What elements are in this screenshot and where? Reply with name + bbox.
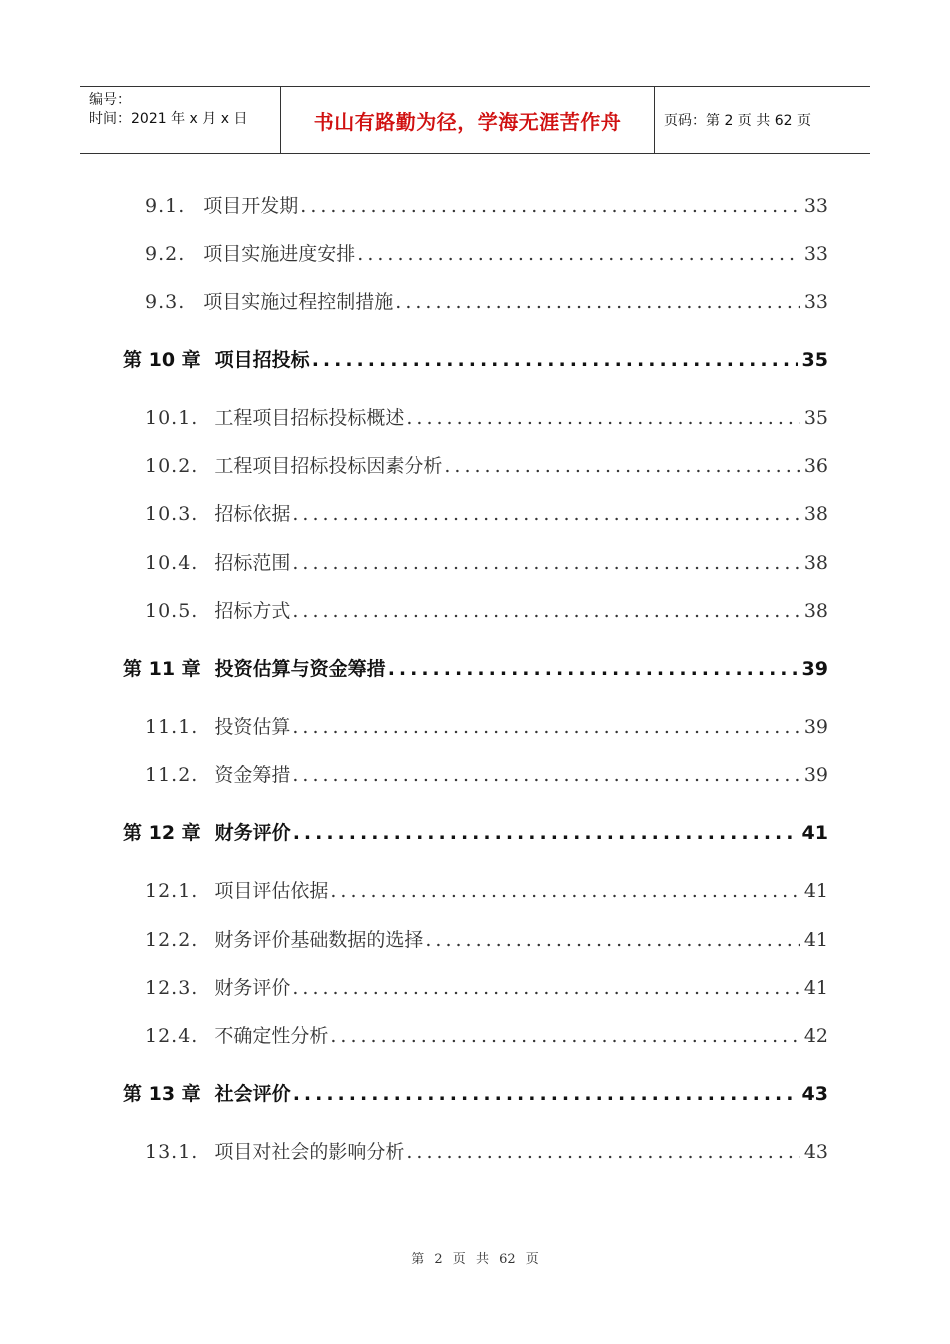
toc-chapter-page: 39 bbox=[801, 658, 828, 680]
toc-entry[interactable] bbox=[145, 713, 828, 741]
toc-entry[interactable] bbox=[145, 192, 828, 220]
toc-entry[interactable] bbox=[145, 926, 828, 954]
toc-entry-title: 招标方式 bbox=[214, 600, 291, 622]
toc-entry-title: 招标范围 bbox=[214, 552, 291, 574]
page-footer bbox=[0, 1248, 950, 1267]
footer-current-page: 2 bbox=[434, 1252, 443, 1267]
toc-chapter-page: 41 bbox=[801, 822, 828, 844]
toc-entry-page: 43 bbox=[803, 1141, 828, 1163]
footer-total-pages: 62 bbox=[499, 1252, 516, 1267]
toc-entry-page: 35 bbox=[803, 407, 828, 429]
toc-entry-number: 9.2. bbox=[145, 243, 186, 265]
toc-entry-page: 33 bbox=[803, 195, 828, 217]
footer-ye: 页 bbox=[525, 1252, 539, 1267]
toc-entry-number: 12.4. bbox=[145, 1025, 199, 1047]
toc-entry-number: 9.3. bbox=[145, 291, 186, 313]
toc-dot-leader bbox=[300, 192, 800, 220]
toc-entry-page: 33 bbox=[803, 243, 828, 265]
toc-chapter-title: 财务评价 bbox=[214, 822, 291, 844]
toc-entry[interactable] bbox=[145, 452, 828, 480]
toc-entry-page: 39 bbox=[803, 716, 828, 738]
toc-dot-leader bbox=[292, 974, 799, 1002]
toc-entry-page: 41 bbox=[803, 929, 828, 951]
toc-entry[interactable] bbox=[145, 549, 828, 577]
footer-ye: 页 bbox=[452, 1252, 466, 1267]
toc-dot-leader bbox=[293, 1080, 798, 1108]
toc-chapter[interactable] bbox=[123, 819, 828, 847]
toc-entry[interactable] bbox=[145, 877, 828, 905]
toc-entry-number: 10.4. bbox=[145, 552, 199, 574]
toc-chapter[interactable] bbox=[123, 655, 828, 683]
toc-entry-number: 10.1. bbox=[145, 407, 199, 429]
toc-entry-page: 38 bbox=[803, 503, 828, 525]
toc-entry-number: 12.2. bbox=[145, 929, 199, 951]
toc-dot-leader bbox=[330, 877, 799, 905]
toc-chapter[interactable] bbox=[123, 1080, 828, 1108]
footer-di: 第 bbox=[411, 1252, 425, 1267]
toc-entry-number: 9.1. bbox=[145, 195, 186, 217]
toc-entry[interactable] bbox=[145, 288, 828, 316]
toc-entry-page: 41 bbox=[803, 880, 828, 902]
toc-entry-title: 工程项目招标投标因素分析 bbox=[214, 455, 443, 477]
toc-entry-title: 资金筹措 bbox=[214, 764, 291, 786]
toc-entry-page: 36 bbox=[803, 455, 828, 477]
toc-entry-title: 投资估算 bbox=[214, 716, 291, 738]
toc-chapter-number: 第 12 章 bbox=[123, 822, 201, 844]
toc-dot-leader bbox=[292, 713, 799, 741]
toc-entry[interactable] bbox=[145, 761, 828, 789]
header-motto: 书山有路勤为径，学海无涯苦作舟 bbox=[281, 87, 655, 153]
toc-dot-leader bbox=[388, 655, 798, 683]
document-number-label: 编号： bbox=[89, 92, 131, 108]
header-page-info: 页码：第 2 页 共 62 页 bbox=[664, 113, 811, 129]
toc-entry-page: 38 bbox=[803, 552, 828, 574]
toc-dot-leader bbox=[293, 819, 798, 847]
toc-dot-leader bbox=[406, 1138, 799, 1166]
toc-dot-leader bbox=[292, 597, 799, 625]
toc-entry-page: 41 bbox=[803, 977, 828, 999]
toc-chapter-number: 第 10 章 bbox=[123, 349, 201, 371]
toc-chapter-page: 43 bbox=[801, 1083, 828, 1105]
toc-entry-title: 项目对社会的影响分析 bbox=[214, 1141, 405, 1163]
toc-entry-title: 财务评价基础数据的选择 bbox=[214, 929, 424, 951]
toc-dot-leader bbox=[425, 926, 799, 954]
toc-dot-leader bbox=[395, 288, 800, 316]
toc-entry-number: 12.1. bbox=[145, 880, 199, 902]
toc-chapter-title: 社会评价 bbox=[214, 1083, 291, 1105]
toc-chapter-page: 35 bbox=[801, 349, 828, 371]
toc-dot-leader bbox=[292, 549, 799, 577]
toc-dot-leader bbox=[292, 761, 799, 789]
toc-dot-leader bbox=[312, 346, 798, 374]
toc-entry-number: 11.1. bbox=[145, 716, 199, 738]
toc-entry-title: 工程项目招标投标概述 bbox=[214, 407, 405, 429]
toc-entry[interactable] bbox=[145, 597, 828, 625]
toc-entry[interactable] bbox=[145, 1138, 828, 1166]
toc-entry-page: 33 bbox=[803, 291, 828, 313]
toc-entry-title: 招标依据 bbox=[214, 503, 291, 525]
toc-dot-leader bbox=[406, 404, 799, 432]
footer-gong: 共 bbox=[475, 1252, 489, 1267]
toc-entry[interactable] bbox=[145, 404, 828, 432]
toc-dot-leader bbox=[357, 240, 800, 268]
toc-entry[interactable] bbox=[145, 500, 828, 528]
document-time-label: 时间：2021 年 x 月 x 日 bbox=[89, 111, 248, 127]
toc-entry-title: 不确定性分析 bbox=[214, 1025, 329, 1047]
toc-chapter[interactable] bbox=[123, 346, 828, 374]
toc-entry-page: 42 bbox=[803, 1025, 828, 1047]
toc-entry-title: 项目实施进度安排 bbox=[203, 243, 356, 265]
toc-entry-number: 10.5. bbox=[145, 600, 199, 622]
toc-entry-page: 39 bbox=[803, 764, 828, 786]
toc-dot-leader bbox=[330, 1022, 799, 1050]
toc-entry-number: 10.2. bbox=[145, 455, 199, 477]
toc-dot-leader bbox=[292, 500, 799, 528]
toc-chapter-number: 第 11 章 bbox=[123, 658, 201, 680]
toc-chapter-number: 第 13 章 bbox=[123, 1083, 201, 1105]
toc-entry[interactable] bbox=[145, 240, 828, 268]
toc-chapter-title: 投资估算与资金筹措 bbox=[214, 658, 386, 680]
toc-entry-number: 11.2. bbox=[145, 764, 199, 786]
toc-entry-title: 项目评估依据 bbox=[214, 880, 329, 902]
toc-entry-title: 财务评价 bbox=[214, 977, 291, 999]
toc-entry-number: 10.3. bbox=[145, 503, 199, 525]
toc-entry-number: 12.3. bbox=[145, 977, 199, 999]
toc-entry-page: 38 bbox=[803, 600, 828, 622]
toc-entry[interactable] bbox=[145, 974, 828, 1002]
toc-chapter-title: 项目招投标 bbox=[214, 349, 310, 371]
toc-entry-title: 项目开发期 bbox=[203, 195, 299, 217]
toc-entry-title: 项目实施过程控制措施 bbox=[203, 291, 394, 313]
toc-entry-number: 13.1. bbox=[145, 1141, 199, 1163]
toc-entry[interactable] bbox=[145, 1022, 828, 1050]
toc-dot-leader bbox=[444, 452, 799, 480]
